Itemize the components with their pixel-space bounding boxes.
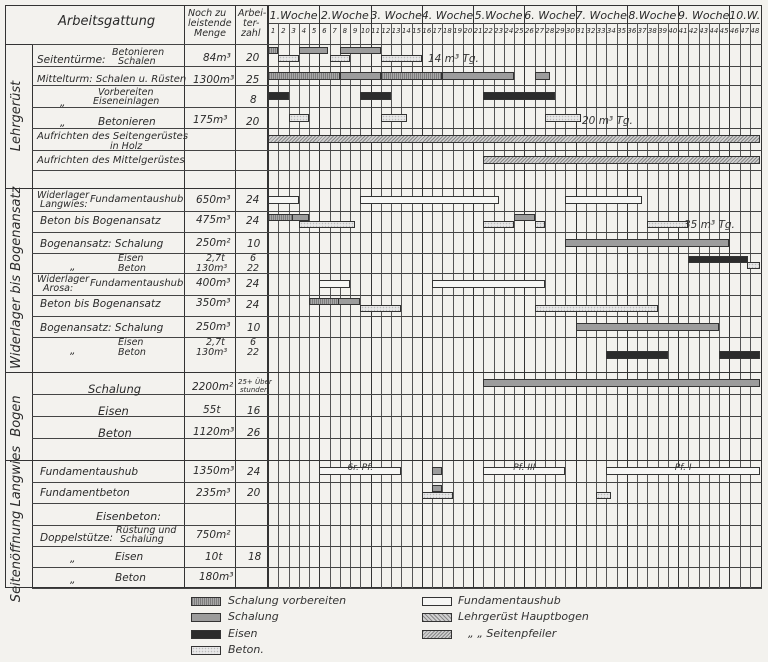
week-gridline xyxy=(576,5,577,588)
legend-label: „ „ Seitenpfeiler xyxy=(468,627,557,640)
gantt-bar-beton xyxy=(381,114,408,122)
day-number: 8 xyxy=(342,27,348,35)
gantt-bar-schalung xyxy=(432,485,442,492)
day-number: 21 xyxy=(473,27,483,35)
task-label: „ xyxy=(70,345,76,357)
day-number: 30 xyxy=(565,27,575,35)
column-header-quantity-line2: leistende xyxy=(188,18,232,29)
week-header-label: 9. Woche xyxy=(678,9,730,22)
day-number: 46 xyxy=(729,27,739,35)
gantt-bar-beton xyxy=(330,55,351,62)
task-label-sub: Eiseneinlagen xyxy=(93,96,160,107)
row-divider xyxy=(32,232,762,233)
task-label: Aufrichten des Seitengerüstes xyxy=(37,131,189,142)
day-number: 10 xyxy=(360,27,370,35)
column-header-quantity-line3: Menge xyxy=(194,28,226,39)
bar-label: Pf. III xyxy=(513,463,536,473)
day-number: 45 xyxy=(719,27,729,35)
quantity-value: 84m³ xyxy=(203,52,231,64)
gantt-bar-eisen xyxy=(268,92,289,100)
gantt-bar-eisen xyxy=(688,256,747,263)
task-label-sub: Beton xyxy=(118,263,146,274)
day-number: 34 xyxy=(606,27,616,35)
task-label: Beton xyxy=(98,426,132,440)
workers-value: 24 xyxy=(246,215,260,227)
gantt-bar-eisen xyxy=(360,92,391,100)
quantity-value: 1300m³ xyxy=(193,74,235,86)
task-label-sub: Eisen xyxy=(118,337,144,348)
gantt-bar-fundament xyxy=(268,196,299,204)
quantity-value: 350m³ xyxy=(196,297,231,309)
task-label-sub: Fundamentaushub xyxy=(90,194,184,205)
day-number: 20 xyxy=(463,27,473,35)
quantity-value: 2200m² xyxy=(192,381,234,393)
row-divider xyxy=(32,85,762,86)
week-header-label: 7. Woche xyxy=(575,9,627,22)
task-label: Bogenansatz: Schalung xyxy=(40,322,164,334)
gantt-bar-beton xyxy=(747,262,760,269)
quantity-value: 10t xyxy=(205,551,223,563)
quantity-value: 650m³ xyxy=(196,194,231,206)
workers-value: 24 xyxy=(246,299,260,311)
week-header-label: 6. Woche xyxy=(524,9,576,22)
column-header-workers-line3: zahl xyxy=(241,28,261,39)
gantt-bar-schalung xyxy=(432,467,442,475)
workers-value: 20 xyxy=(247,487,261,499)
workers-column-divider xyxy=(235,5,236,588)
task-label: „ xyxy=(70,574,76,586)
gantt-bar-fundament xyxy=(360,196,498,204)
gantt-bar-fundament xyxy=(606,463,760,475)
row-divider xyxy=(32,482,762,483)
day-number: 12 xyxy=(381,27,391,35)
gantt-bar-fundament xyxy=(319,463,401,475)
task-label-sub: Betonieren xyxy=(112,47,165,58)
gantt-bar-schalung-vorb xyxy=(268,47,278,54)
column-header-quantity-line1: Noch zu xyxy=(188,8,227,19)
day-number: 6 xyxy=(322,27,327,35)
gantt-bar-schalung xyxy=(338,298,361,305)
quantity-value: 130m³ xyxy=(196,347,228,358)
gantt-bar-beton xyxy=(545,114,581,122)
week-header-label: 3. Woche xyxy=(370,9,422,22)
task-label-sub: Fundamentaushub xyxy=(90,278,184,289)
day-number: 5 xyxy=(311,27,317,35)
workers-value: 10 xyxy=(247,238,261,250)
group-label-lehrgeruest: Lehrgerüst xyxy=(9,80,24,152)
gantt-bar-schalung xyxy=(514,214,535,221)
task-label: Beton bis Bogenansatz xyxy=(40,298,161,310)
week-header-label: 8.Woche xyxy=(628,9,677,22)
task-label-sub: Eisen xyxy=(115,551,144,563)
workers-value: 20 xyxy=(246,52,260,64)
workers-value: 25 xyxy=(246,74,260,86)
workers-value: 10 xyxy=(247,322,261,334)
workers-value: 6 xyxy=(250,337,257,348)
row-divider xyxy=(32,503,762,504)
day-number: 39 xyxy=(658,27,668,35)
group-divider xyxy=(5,372,762,373)
legend-swatch-beton xyxy=(191,646,221,655)
task-label: „ xyxy=(60,117,66,129)
gantt-bar-fundament xyxy=(319,280,350,288)
day-number: 23 xyxy=(494,27,504,35)
gantt-bar-schalung xyxy=(535,72,550,80)
gantt-bar-beton xyxy=(278,55,299,62)
rate-annotation: 20 m³ Tg. xyxy=(582,115,633,127)
gantt-bar-schalung xyxy=(340,47,381,54)
legend-swatch-eisen xyxy=(191,630,221,639)
legend-swatch-schalung-vorbereiten xyxy=(191,597,221,606)
gantt-bar-schalung xyxy=(340,72,381,80)
workers-value: 24 xyxy=(246,278,260,290)
quantity-value: 750m² xyxy=(196,529,231,541)
workers-value: 18 xyxy=(248,551,262,563)
column-header-task: Arbeitsgattung xyxy=(58,14,156,29)
gantt-bar-beton xyxy=(381,55,422,62)
day-number: 47 xyxy=(740,27,750,35)
gantt-bar-schalung xyxy=(565,239,729,247)
day-number: 17 xyxy=(432,27,442,35)
task-label: Eisenbeton: xyxy=(96,510,161,523)
day-number: 40 xyxy=(668,27,678,35)
workers-value: 26 xyxy=(247,427,261,439)
day-number: 9 xyxy=(352,27,358,35)
day-number: 29 xyxy=(555,27,565,35)
gantt-bar-beton xyxy=(299,221,355,228)
task-label: Arosa: xyxy=(43,283,74,294)
group-divider xyxy=(5,188,762,189)
day-number: 7 xyxy=(332,27,337,35)
quantity-value: 1120m³ xyxy=(193,426,235,438)
week-gridline xyxy=(473,5,474,588)
task-label-sub: Beton xyxy=(115,572,146,584)
day-number: 43 xyxy=(699,27,709,35)
gantt-bar-eisen xyxy=(606,351,668,359)
task-label: Bogenansatz: Schalung xyxy=(40,238,164,250)
day-number: 3 xyxy=(291,27,296,35)
legend-swatch-schalung xyxy=(191,613,221,622)
gantt-bar-schalung xyxy=(299,47,329,54)
legend-label: Schalung vorbereiten xyxy=(228,594,347,607)
quantity-value: 175m³ xyxy=(193,114,228,126)
task-label-sub: Schalung xyxy=(120,534,164,545)
task-label: Eisen xyxy=(98,404,129,418)
row-divider xyxy=(32,438,762,439)
day-number: 2 xyxy=(281,27,286,35)
day-number: 38 xyxy=(647,27,657,35)
quantity-value: 400m³ xyxy=(196,277,231,289)
day-number: 24 xyxy=(504,27,514,35)
workers-value: 22 xyxy=(247,347,260,358)
quantity-column-divider xyxy=(184,5,185,588)
quantity-value: 2,7t xyxy=(206,253,225,264)
column-header-workers-line1: Arbei- xyxy=(238,8,267,19)
row-divider xyxy=(32,567,762,568)
gantt-bar-beton xyxy=(289,114,310,122)
legend-label: Eisen xyxy=(228,627,258,640)
quantity-value: 55t xyxy=(203,404,221,416)
quantity-value: 130m³ xyxy=(196,263,228,274)
legend-swatch-fundamentaushub xyxy=(422,597,452,606)
task-label: „ xyxy=(60,97,66,109)
task-label: Widerlager xyxy=(37,274,90,285)
group-label-seitenoeffnung: Seitenöffnung Langwies xyxy=(9,445,24,603)
week-gridline xyxy=(319,5,320,588)
gantt-bar-beton xyxy=(483,221,514,228)
workers-value: 8 xyxy=(250,94,257,106)
day-number: 44 xyxy=(709,27,719,35)
task-label: „ xyxy=(70,261,76,273)
gantt-bar-schalung-vorb xyxy=(309,298,339,305)
day-number: 27 xyxy=(535,27,545,35)
workers-value: 25+ Über xyxy=(238,378,272,386)
row-divider xyxy=(32,211,762,212)
workers-value: 24 xyxy=(246,194,260,206)
task-label: Mittelturm: Schalen u. Rüsten xyxy=(37,74,187,85)
rate-annotation: 14 m³ Tg. xyxy=(428,53,479,65)
week-header-label: 5.Woche xyxy=(474,9,523,22)
gantt-bar-schalung xyxy=(442,72,514,80)
group-label-bogen: Bogen xyxy=(9,395,24,437)
task-label: Langwies: xyxy=(40,199,88,210)
week-header-label: 2.Woche xyxy=(320,9,369,22)
day-number: 13 xyxy=(391,27,401,35)
day-number: 16 xyxy=(422,27,432,35)
task-label: „ xyxy=(70,553,76,565)
row-divider xyxy=(32,316,762,317)
task-label-sub: Betonieren xyxy=(98,116,156,128)
task-label-sub: Vorbereiten xyxy=(98,87,154,98)
task-label-sub: Eisen xyxy=(118,253,144,264)
row-divider xyxy=(32,588,762,589)
quantity-value: 2,7t xyxy=(206,337,225,348)
gantt-bar-fundament xyxy=(432,280,545,288)
task-label: Beton bis Bogenansatz xyxy=(40,215,161,227)
gantt-bar-fundament xyxy=(483,463,565,475)
day-number: 11 xyxy=(371,27,381,35)
bar-label: 6r. Pf. xyxy=(347,463,374,473)
workers-value: 24 xyxy=(247,466,261,478)
group-divider xyxy=(5,460,762,461)
quantity-value: 180m³ xyxy=(199,571,234,583)
workers-value: 6 xyxy=(250,253,257,264)
gantt-bar-schalung-vorb xyxy=(381,72,443,80)
gantt-bar-beton xyxy=(596,492,611,499)
gantt-bar-beton xyxy=(647,221,688,228)
task-label-sub: Schalen xyxy=(118,56,156,67)
day-number: 35 xyxy=(617,27,627,35)
legend-label: Lehrgerüst Hauptbogen xyxy=(458,610,589,623)
gantt-bar-seitenpfeiler xyxy=(268,135,760,143)
day-number: 36 xyxy=(627,27,637,35)
day-number: 31 xyxy=(576,27,586,35)
legend-label: Beton. xyxy=(228,643,264,656)
gantt-bar-beton xyxy=(360,305,401,312)
day-number: 18 xyxy=(442,27,452,35)
day-number: 33 xyxy=(596,27,606,35)
quantity-value: 235m³ xyxy=(196,487,231,499)
legend-label: Fundamentaushub xyxy=(458,594,561,607)
week-header-label: 4. Woche xyxy=(421,9,474,22)
day-number: 37 xyxy=(637,27,647,35)
day-number: 22 xyxy=(483,27,493,35)
row-divider xyxy=(32,44,762,45)
gantt-bar-eisen xyxy=(483,92,555,100)
gantt-bar-beton xyxy=(535,221,545,228)
gantt-bar-schalung-vorb xyxy=(268,214,293,221)
gantt-bar-beton xyxy=(535,305,658,312)
task-label: Fundamentbeton xyxy=(40,487,130,499)
week-gridline xyxy=(678,5,679,588)
workers-value: 20 xyxy=(246,116,260,128)
row-divider xyxy=(32,394,762,395)
legend-swatch-seitenpfeiler xyxy=(422,630,452,639)
week-gridline xyxy=(627,5,628,588)
day-number: 1 xyxy=(270,27,276,35)
day-number: 26 xyxy=(524,27,534,35)
day-number: 28 xyxy=(545,27,555,35)
row-divider xyxy=(32,295,762,296)
row-divider xyxy=(32,128,762,129)
task-label: Fundamentaushub xyxy=(40,466,139,478)
day-number: 42 xyxy=(688,27,698,35)
gantt-bar-fundament xyxy=(565,196,642,204)
day-number: 19 xyxy=(453,27,463,35)
gantt-bar-schalung-vorb xyxy=(268,72,340,80)
day-number: 14 xyxy=(401,27,411,35)
task-label-sub: Rüstung und xyxy=(116,525,177,536)
workers-value: stunden xyxy=(240,386,269,394)
workers-value: 22 xyxy=(247,263,260,274)
day-number: 41 xyxy=(678,27,688,35)
task-label: Seitentürme: xyxy=(37,54,106,66)
quantity-value: 475m³ xyxy=(196,214,231,226)
rate-annotation: 35 m³ Tg. xyxy=(684,219,735,231)
gantt-bar-seitenpfeiler xyxy=(483,156,760,164)
row-divider xyxy=(32,107,762,108)
quantity-value: 250m³ xyxy=(196,321,231,333)
column-header-workers-line2: ter- xyxy=(243,18,260,29)
day-number: 25 xyxy=(514,27,524,35)
week-header-label: 10.W. xyxy=(729,9,761,22)
gantt-bar-schalung xyxy=(483,379,760,387)
workers-value: 16 xyxy=(247,405,261,417)
legend-swatch-lehrgeruest-hauptbogen xyxy=(422,613,452,622)
task-label: Schalung xyxy=(88,382,142,396)
day-number: 32 xyxy=(586,27,596,35)
legend-label: Schalung xyxy=(228,610,279,623)
day-number: 15 xyxy=(412,27,422,35)
week-gridline xyxy=(729,5,730,588)
task-label: Aufrichten des Mittelgerüstes xyxy=(37,155,185,166)
row-divider xyxy=(32,416,762,417)
week-header-label: 1.Woche xyxy=(269,9,318,22)
group-label-widerlager: Widerlager bis Bogenansatz xyxy=(9,186,24,369)
task-label-sub: Beton xyxy=(118,347,146,358)
row-divider xyxy=(32,546,762,547)
bar-label: Pf. I xyxy=(674,463,692,473)
quantity-value: 250m² xyxy=(196,237,231,249)
gantt-bar-schalung xyxy=(576,323,720,331)
gantt-bar-beton xyxy=(422,492,453,499)
gantt-bar-schalung xyxy=(292,214,309,221)
row-divider xyxy=(32,170,762,171)
day-number: 4 xyxy=(301,27,307,35)
task-label-sub: in Holz xyxy=(110,141,143,152)
day-number: 48 xyxy=(750,27,760,35)
task-label: Doppelstütze: xyxy=(40,532,114,544)
week-gridline xyxy=(422,5,423,588)
task-label: Widerlager xyxy=(37,190,90,201)
quantity-value: 1350m³ xyxy=(193,465,235,477)
gantt-bar-eisen xyxy=(719,351,760,359)
